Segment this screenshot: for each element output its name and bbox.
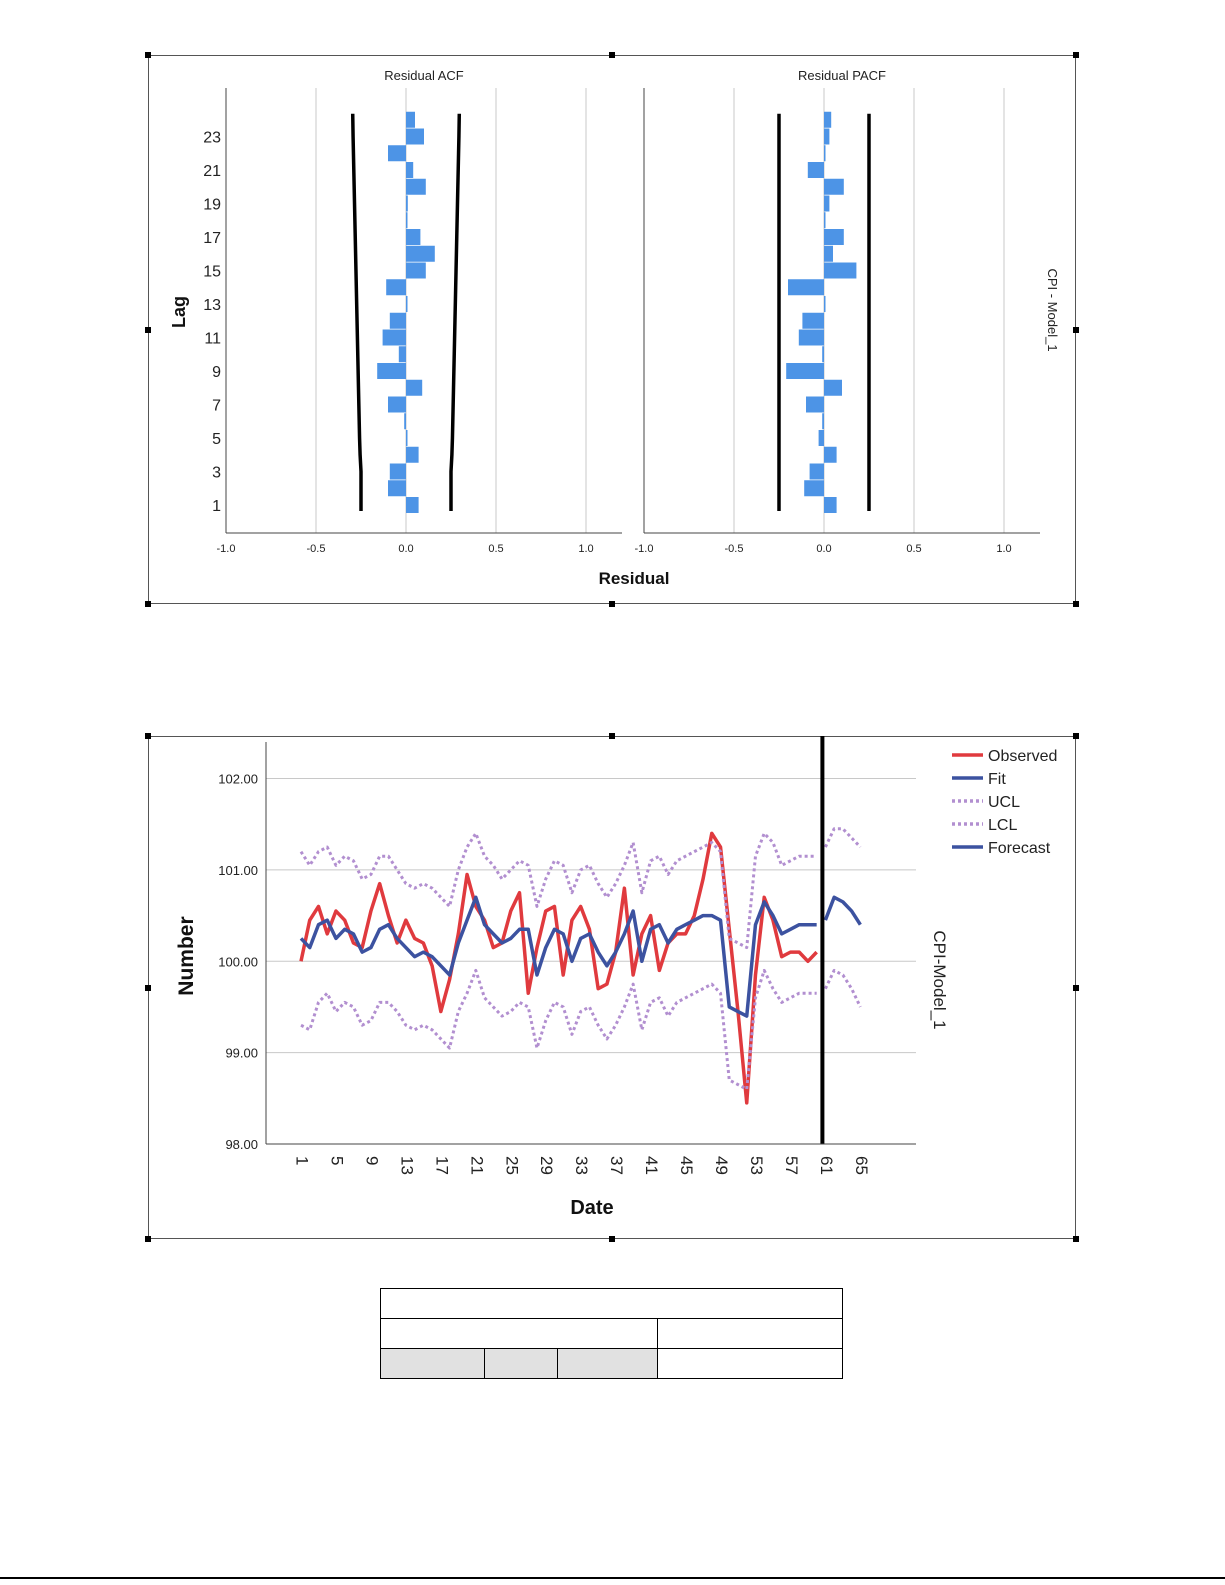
table-row: [381, 1319, 843, 1349]
line-x-tick-label: 9: [362, 1156, 382, 1166]
line-x-axis-label: Date: [570, 1197, 614, 1219]
line-chart-legend: [952, 748, 1057, 857]
acf-bar: [399, 346, 406, 362]
acf-bar: [406, 296, 408, 312]
acf-y-tick-label: 15: [203, 263, 221, 281]
observed-fit-line-chart: [0, 720, 1225, 1260]
acf-lower-confidence-line: [353, 114, 361, 511]
pacf-bar: [824, 212, 826, 228]
pacf-bar: [824, 112, 831, 128]
series-line-lcl-forecast: [825, 970, 860, 1007]
table-cell[interactable]: [658, 1349, 843, 1379]
line-x-tick-label: 41: [642, 1156, 662, 1175]
acf-bar: [404, 413, 406, 429]
line-x-tick-label: 49: [712, 1156, 732, 1175]
acf-x-tick-label: 0.5: [488, 543, 504, 555]
acf-bar: [406, 196, 408, 212]
line-y-axis-label: Number: [175, 916, 198, 996]
acf-bar: [390, 464, 406, 480]
pacf-bar: [822, 413, 824, 429]
line-y-tick-label: 99.00: [225, 1045, 258, 1061]
pacf-x-tick-label: 0.5: [906, 543, 922, 555]
acf-y-tick-label: 9: [212, 364, 221, 381]
line-x-tick-label: 25: [502, 1156, 522, 1175]
acf-bar: [406, 229, 420, 245]
legend-entry: LCL: [988, 817, 1018, 834]
table-cell[interactable]: [381, 1349, 485, 1379]
pacf-bar: [802, 313, 824, 329]
acf-bar: [406, 497, 419, 513]
pacf-bar: [824, 447, 837, 463]
pacf-bar: [824, 196, 829, 212]
line-chart-series: [301, 736, 860, 1144]
acf-x-tick-label: 1.0: [578, 543, 594, 555]
pacf-bar: [788, 279, 824, 295]
acf-bar: [383, 330, 406, 346]
pacf-bar: [819, 430, 824, 446]
acf-x-tick-label: -0.5: [306, 543, 326, 555]
line-x-tick-label: 29: [537, 1156, 557, 1175]
pacf-bar: [824, 380, 842, 396]
acf-y-tick-label: 17: [203, 230, 221, 247]
acf-y-tick-label: 11: [204, 330, 221, 348]
series-line-ucl-forecast: [825, 829, 860, 847]
table-cell[interactable]: [381, 1289, 843, 1319]
pacf-x-tick-label: 0.0: [816, 543, 832, 555]
table-cell[interactable]: [485, 1349, 558, 1379]
pacf-bar: [799, 330, 824, 346]
empty-table: [380, 1288, 843, 1379]
acf-y-tick-label: 3: [212, 464, 221, 482]
line-x-tick-label: 37: [607, 1156, 627, 1175]
acf-bar: [388, 480, 406, 496]
line-x-tick-label: 17: [432, 1156, 452, 1175]
acf-bar: [406, 112, 415, 128]
line-x-tick-label: 61: [816, 1156, 836, 1175]
acf-y-tick-label: 7: [212, 397, 221, 415]
table-cell[interactable]: [558, 1349, 658, 1379]
acf-bar: [406, 162, 413, 178]
series-line-observed: [301, 833, 817, 1103]
acf-bar: [406, 447, 419, 463]
pacf-bar: [806, 397, 824, 413]
line-x-tick-label: 33: [572, 1156, 592, 1175]
pacf-bar: [824, 246, 833, 262]
residual-pacf-panel: [635, 88, 1040, 555]
acf-y-tick-label: 23: [203, 129, 221, 147]
pacf-panel-title: Residual PACF: [798, 68, 886, 83]
acf-y-tick-label: 1: [212, 498, 221, 515]
pacf-bar: [824, 129, 829, 145]
acf-x-axis-label: Residual: [598, 569, 670, 588]
acf-bar: [386, 279, 406, 295]
pacf-bar: [824, 497, 837, 513]
acf-panel-title: Residual ACF: [384, 68, 464, 83]
pacf-bar: [824, 145, 826, 161]
table-row: [381, 1289, 843, 1319]
pacf-bar: [824, 263, 856, 279]
pacf-x-tick-label: 1.0: [996, 543, 1012, 555]
pacf-bar: [808, 162, 824, 178]
acf-x-tick-label: 0.0: [398, 543, 414, 555]
line-x-tick-label: 1: [292, 1156, 312, 1166]
line-y-tick-label: 98.00: [225, 1137, 258, 1152]
acf-y-tick-label: 5: [212, 431, 221, 448]
pacf-x-tick-label: -1.0: [634, 543, 654, 555]
series-line-forecast: [825, 897, 860, 924]
pacf-bar: [822, 346, 824, 362]
legend-entry: UCL: [988, 794, 1021, 811]
acf-pacf-chart: [0, 0, 1225, 620]
acf-bar: [406, 380, 422, 396]
pacf-bar: [824, 296, 826, 312]
acf-bar: [406, 179, 426, 195]
pacf-bar: [824, 179, 844, 195]
legend-entry: Observed: [988, 748, 1058, 765]
acf-bar: [390, 313, 406, 329]
acf-x-tick-label: -1.0: [216, 543, 236, 555]
pacf-bar: [824, 229, 844, 245]
acf-bar: [388, 145, 406, 161]
line-x-tick-label: 65: [851, 1156, 871, 1175]
line-model-label: CPI-Model_1: [930, 930, 949, 1030]
pacf-bar: [810, 464, 824, 480]
page-bottom-rule: [0, 1577, 1225, 1579]
line-x-tick-label: 5: [327, 1156, 347, 1166]
table-row: [381, 1349, 843, 1379]
acf-bar: [406, 129, 424, 145]
acf-y-tick-label: 21: [203, 163, 221, 180]
pacf-x-tick-label: -0.5: [724, 543, 744, 555]
line-x-tick-label: 21: [467, 1156, 487, 1175]
table-cell[interactable]: [381, 1319, 658, 1349]
legend-entry: Forecast: [988, 840, 1051, 857]
acf-bar: [406, 246, 435, 262]
pacf-bar: [786, 363, 824, 379]
line-y-tick-label: 101.00: [218, 862, 258, 878]
pacf-bar: [804, 480, 824, 496]
line-y-tick-label: 100.00: [218, 954, 258, 970]
line-x-tick-label: 53: [746, 1156, 766, 1175]
acf-y-tick-label: 13: [203, 297, 221, 314]
line-x-tick-label: 45: [677, 1156, 697, 1175]
line-x-tick-label: 13: [397, 1156, 417, 1175]
table-cell[interactable]: [658, 1319, 843, 1349]
acf-bar: [406, 430, 408, 446]
series-line-fit: [301, 897, 817, 1016]
acf-bar: [377, 363, 406, 379]
acf-bar: [388, 397, 406, 413]
line-y-tick-label: 102.00: [218, 771, 258, 787]
acf-bar: [406, 263, 426, 279]
line-x-tick-label: 57: [781, 1156, 801, 1175]
legend-entry: Fit: [988, 771, 1006, 788]
acf-y-axis-label: Lag: [169, 295, 189, 329]
acf-bar: [406, 212, 408, 228]
line-chart-gridlines: [266, 779, 916, 1144]
acf-y-tick-label: 19: [203, 196, 221, 214]
acf-upper-confidence-line: [451, 114, 459, 511]
residual-acf-panel: [203, 88, 622, 555]
acf-model-label: CPI - Model_1: [1045, 268, 1060, 352]
